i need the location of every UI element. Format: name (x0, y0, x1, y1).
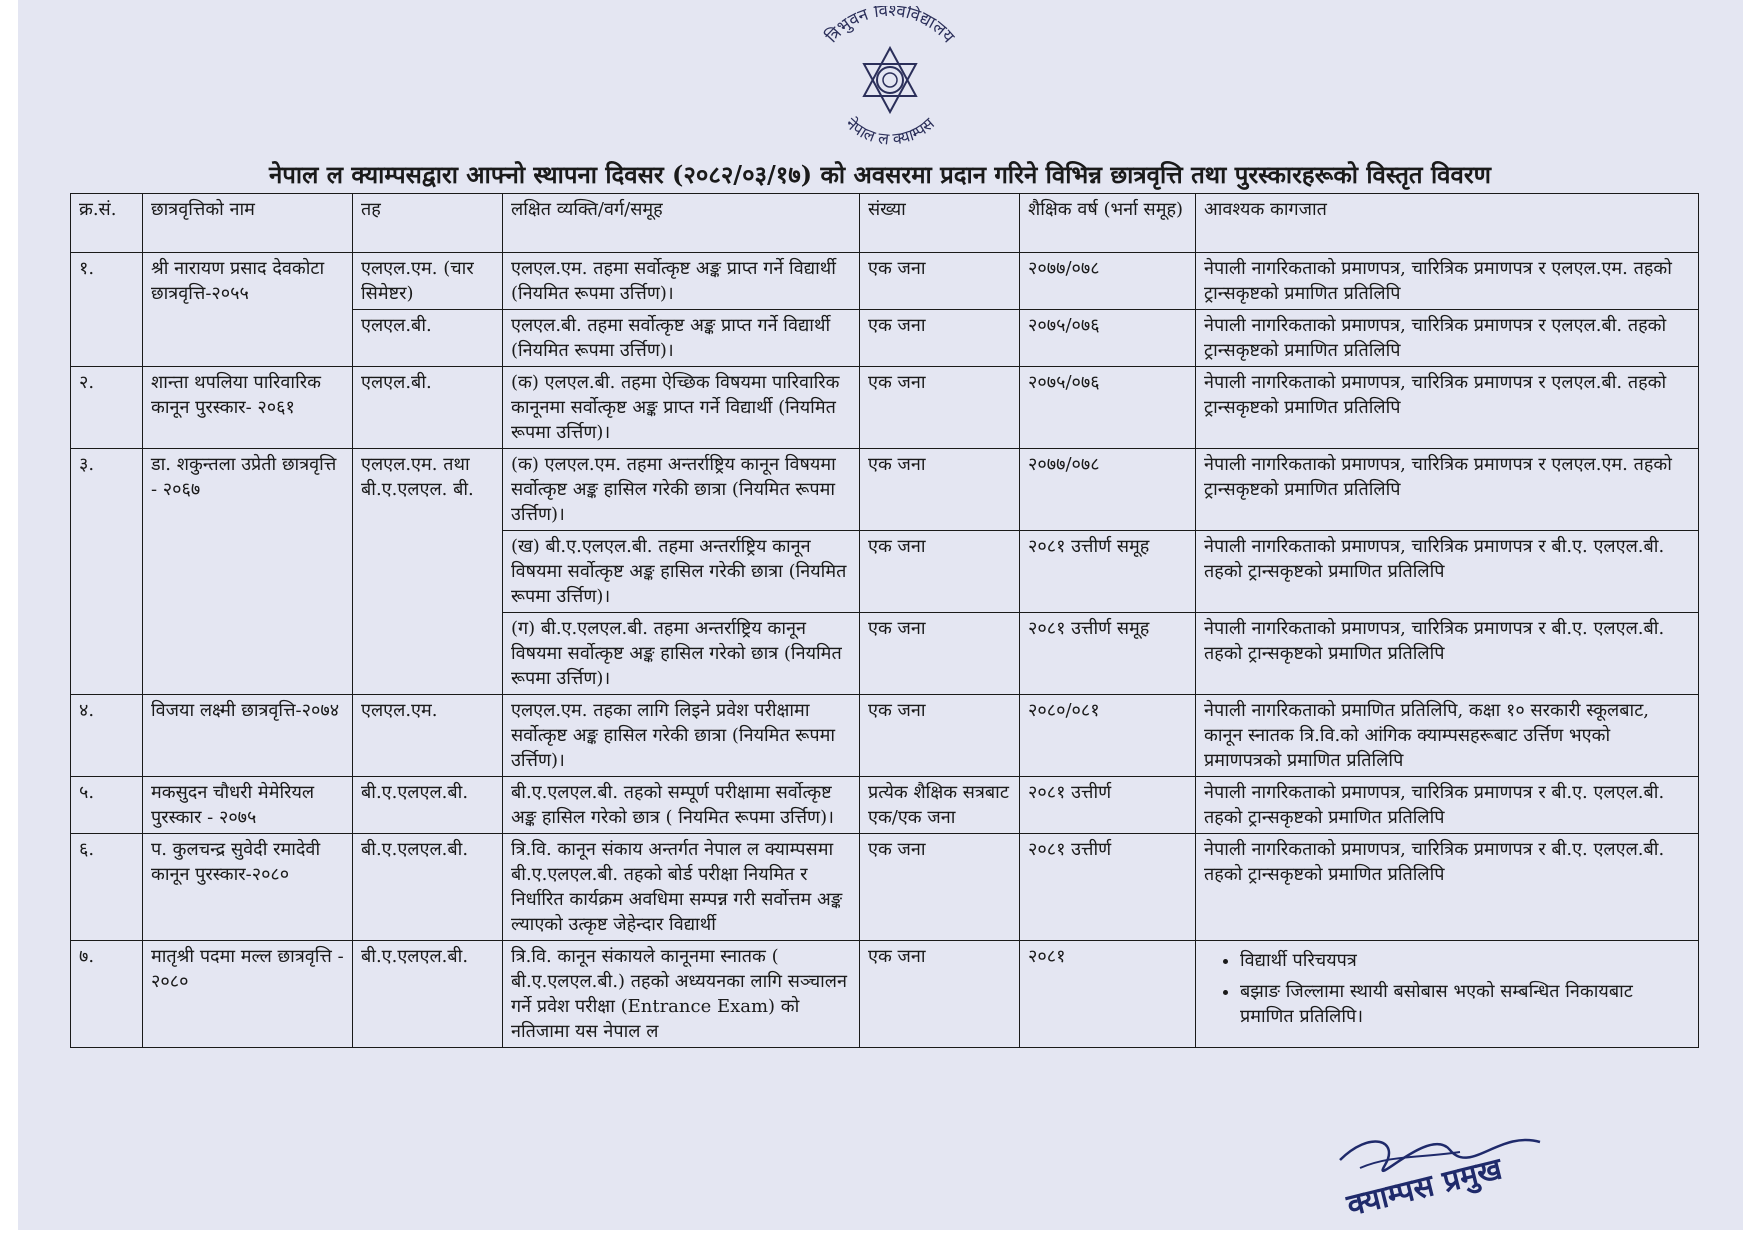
cell-year: २०८०/०८१ (1020, 695, 1196, 777)
cell-level: एलएल.एम. (चार सिमेष्टर) (353, 253, 503, 310)
list-item: • बझाङ जिल्लामा स्थायी बसोबास भएको सम्बन्धित निकायबाट प्रमाणित प्रतिलिपि। (1240, 979, 1690, 1029)
cell-name: प. कुलचन्द्र सुवेदी रमादेवी कानून पुरस्कार-२०८० (143, 834, 353, 941)
cell-sn: ७. (71, 941, 143, 1048)
cell-level: एलएल.बी. (353, 310, 503, 367)
cell-docs: नेपाली नागरिकताको प्रमाणपत्र, चारित्रिक प्रमाणपत्र र एलएल.एम. तहको ट्रान्सकृष्टको प्रमाणित प्रतिलिपि (1196, 449, 1699, 531)
header-sn: क्र.सं. (71, 194, 143, 253)
document-title: नेपाल ल क्याम्पसद्वारा आफ्नो स्थापना दिवसर (२०८२/०३/१७) को अवसरमा प्रदान गरिने विभिन्न छात्रवृत्ति तथा पुरस्कारहरूको विस्तृत विवरण (268, 160, 1492, 189)
cell-target: (क) एलएल.बी. तहमा ऐच्छिक विषयमा पारिवारिक कानूनमा सर्वोत्कृष्ट अङ्क प्राप्त गर्ने विद्यार्थी (नियमित रूपमा उर्त्तिण)। (503, 367, 860, 449)
table-row (71, 834, 1699, 941)
header-target: लक्षित व्यक्ति/वर्ग/समूह (503, 194, 860, 253)
cell-docs: नेपाली नागरिकताको प्रमाणपत्र, चारित्रिक प्रमाणपत्र र बी.ए. एलएल.बी. तहको ट्रान्सकृष्टको प्रमाणित प्रतिलिपि (1196, 834, 1699, 941)
docs-list (1204, 948, 1690, 1029)
cell-count: एक जना (860, 941, 1020, 1048)
cell-year: २०८१ (1020, 941, 1196, 1048)
cell-name: मातृश्री पदमा मल्ल छात्रवृत्ति - २०८० (143, 941, 353, 1048)
seal-bottom-text: नेपाल ल क्याम्पस (842, 113, 938, 149)
cell-target: त्रि.वि. कानून संकायले कानूनमा स्नातक ( बी.ए.एलएल.बी.) तहको अध्ययनका लागि सञ्चालन गर्ने प्रवेश परीक्षा (Entrance Exam) को नतिजामा यस नेपाल ल (503, 941, 860, 1048)
table-row (71, 941, 1699, 1048)
cell-target: त्रि.वि. कानून संकाय अन्तर्गत नेपाल ल क्याम्पसमा बी.ए.एलएल.बी. तहको बोर्ड परीक्षा नियमित र निर्धारित कार्यक्रम अवधिमा सम्पन्न गरी सर्वोत्तम अङ्क ल्याएको उत्कृष्ट जेहेन्दार विद्यार्थी (503, 834, 860, 941)
header-level: तह (353, 194, 503, 253)
cell-name: विजया लक्ष्मी छात्रवृत्ति-२०७४ (143, 695, 353, 777)
cell-target: बी.ए.एलएल.बी. तहको सम्पूर्ण परीक्षामा सर्वोत्कृष्ट अङ्क हासिल गरेको छात्र ( नियमित रूपमा उर्त्तिण)। (503, 777, 860, 834)
header-docs: आवश्यक कागजात (1196, 194, 1699, 253)
cell-docs: नेपाली नागरिकताको प्रमाणपत्र, चारित्रिक प्रमाणपत्र र एलएल.एम. तहको ट्रान्सकृष्टको प्रमाणित प्रतिलिपि (1196, 253, 1699, 310)
cell-level: बी.ए.एलएल.बी. (353, 777, 503, 834)
table-row (71, 367, 1699, 449)
cell-name: डा. शकुन्तला उप्रेती छात्रवृत्ति - २०६७ (143, 449, 353, 695)
cell-count: एक जना (860, 310, 1020, 367)
header-count: संख्या (860, 194, 1020, 253)
cell-target: एलएल.बी. तहमा सर्वोत्कृष्ट अङ्क प्राप्त गर्ने विद्यार्थी (नियमित रूपमा उर्त्तिण)। (503, 310, 860, 367)
cell-docs: नेपाली नागरिकताको प्रमाणपत्र, चारित्रिक प्रमाणपत्र र बी.ए. एलएल.बी. तहको ट्रान्सकृष्टको प्रमाणित प्रतिलिपि (1196, 777, 1699, 834)
cell-sn: ३. (71, 449, 143, 695)
cell-level: बी.ए.एलएल.बी. (353, 941, 503, 1048)
cell-sn: २. (71, 367, 143, 449)
cell-docs: नेपाली नागरिकताको प्रमाणपत्र, चारित्रिक प्रमाणपत्र र बी.ए. एलएल.बी. तहको ट्रान्सकृष्टको प्रमाणित प्रतिलिपि (1196, 613, 1699, 695)
cell-target: (ख) बी.ए.एलएल.बी. तहमा अन्तर्राष्ट्रिय कानून विषयमा सर्वोत्कृष्ट अङ्क हासिल गरेकी छात्रा (नियमित रूपमा उर्त्तिण)। (503, 531, 860, 613)
cell-year: २०८१ उत्तीर्ण समूह (1020, 613, 1196, 695)
cell-count: एक जना (860, 613, 1020, 695)
cell-sn: ५. (71, 777, 143, 834)
cell-year: २०७५/०७६ (1020, 367, 1196, 449)
table-row (71, 695, 1699, 777)
table-row (71, 777, 1699, 834)
cell-year: २०७७/०७८ (1020, 253, 1196, 310)
cell-count: प्रत्येक शैक्षिक सत्रबाट एक/एक जना (860, 777, 1020, 834)
cell-year: २०७७/०७८ (1020, 449, 1196, 531)
cell-docs: नेपाली नागरिकताको प्रमाणपत्र, चारित्रिक प्रमाणपत्र र बी.ए. एलएल.बी. तहको ट्रान्सकृष्टको प्रमाणित प्रतिलिपि (1196, 531, 1699, 613)
table-header-row (71, 194, 1699, 253)
cell-level: एलएल.एम. (353, 695, 503, 777)
svg-text:नेपाल ल क्याम्पस (842, 113, 939, 149)
cell-level: बी.ए.एलएल.बी. (353, 834, 503, 941)
cell-name: मकसुदन चौधरी मेमेरियल पुरस्कार - २०७५ (143, 777, 353, 834)
cell-target: एलएल.एम. तहका लागि लिइने प्रवेश परीक्षामा सर्वोत्कृष्ट अङ्क हासिल गरेकी छात्रा (नियमित रूपमा उर्त्तिण)। (503, 695, 860, 777)
cell-target: एलएल.एम. तहमा सर्वोत्कृष्ट अङ्क प्राप्त गर्ने विद्यार्थी (नियमित रूपमा उर्त्तिण)। (503, 253, 860, 310)
cell-count: एक जना (860, 253, 1020, 310)
cell-year: २०८१ उत्तीर्ण (1020, 777, 1196, 834)
cell-level: एलएल.एम. तथा बी.ए.एलएल. बी. (353, 449, 503, 695)
cell-name: शान्ता थपलिया पारिवारिक कानून पुरस्कार- २०६१ (143, 367, 353, 449)
scholarship-table (70, 193, 1699, 1048)
cell-year: २०७५/०७६ (1020, 310, 1196, 367)
cell-sn: ४. (71, 695, 143, 777)
cell-count: एक जना (860, 834, 1020, 941)
cell-target: (ग) बी.ए.एलएल.बी. तहमा अन्तर्राष्ट्रिय कानून विषयमा सर्वोत्कृष्ट अङ्क हासिल गरेको छात्र (नियमित रूपमा उर्त्तिण)। (503, 613, 860, 695)
cell-year: २०८१ उत्तीर्ण समूह (1020, 531, 1196, 613)
header-year: शैक्षिक वर्ष (भर्ना समूह) (1020, 194, 1196, 253)
university-seal (790, 6, 990, 156)
cell-level: एलएल.बी. (353, 367, 503, 449)
cell-docs: नेपाली नागरिकताको प्रमाणित प्रतिलिपि, कक्षा १० सरकारी स्कूलबाट, कानून स्नातक त्रि.वि.को आंगिक क्याम्पसहरूबाट उर्त्तिण भएको प्रमाणपत्रको प्रमाणित प्रतिलिपि (1196, 695, 1699, 777)
signature-title: क्याम्पस प्रमुख (1343, 1151, 1506, 1224)
cell-name: श्री नारायण प्रसाद देवकोटा छात्रवृत्ति-२०५५ (143, 253, 353, 367)
scan-border (0, 1232, 1753, 1240)
cell-count: एक जना (860, 695, 1020, 777)
cell-count: एक जना (860, 449, 1020, 531)
cell-count: एक जना (860, 531, 1020, 613)
cell-year: २०८१ उत्तीर्ण (1020, 834, 1196, 941)
list-item: • विद्यार्थी परिचयपत्र (1240, 948, 1690, 973)
table-row (71, 449, 1699, 531)
cell-docs: नेपाली नागरिकताको प्रमाणपत्र, चारित्रिक प्रमाणपत्र र एलएल.बी. तहको ट्रान्सकृष्टको प्रमाणित प्रतिलिपि (1196, 367, 1699, 449)
cell-count: एक जना (860, 367, 1020, 449)
cell-sn: ६. (71, 834, 143, 941)
svg-text:त्रिभुवन विश्वविद्यालय (821, 6, 959, 48)
seal-top-text: त्रिभुवन विश्वविद्यालय (821, 6, 959, 48)
cell-docs (1196, 941, 1699, 1048)
cell-sn: १. (71, 253, 143, 367)
table-row (71, 253, 1699, 310)
seal-emblem-icon (790, 6, 990, 156)
header-name: छात्रवृत्तिको नाम (143, 194, 353, 253)
cell-target: (क) एलएल.एम. तहमा अन्तर्राष्ट्रिय कानून विषयमा सर्वोत्कृष्ट अङ्क हासिल गरेकी छात्रा (नियमित रूपमा उर्त्तिण)। (503, 449, 860, 531)
cell-docs: नेपाली नागरिकताको प्रमाणपत्र, चारित्रिक प्रमाणपत्र र एलएल.बी. तहको ट्रान्सकृष्टको प्रमाणित प्रतिलिपि (1196, 310, 1699, 367)
